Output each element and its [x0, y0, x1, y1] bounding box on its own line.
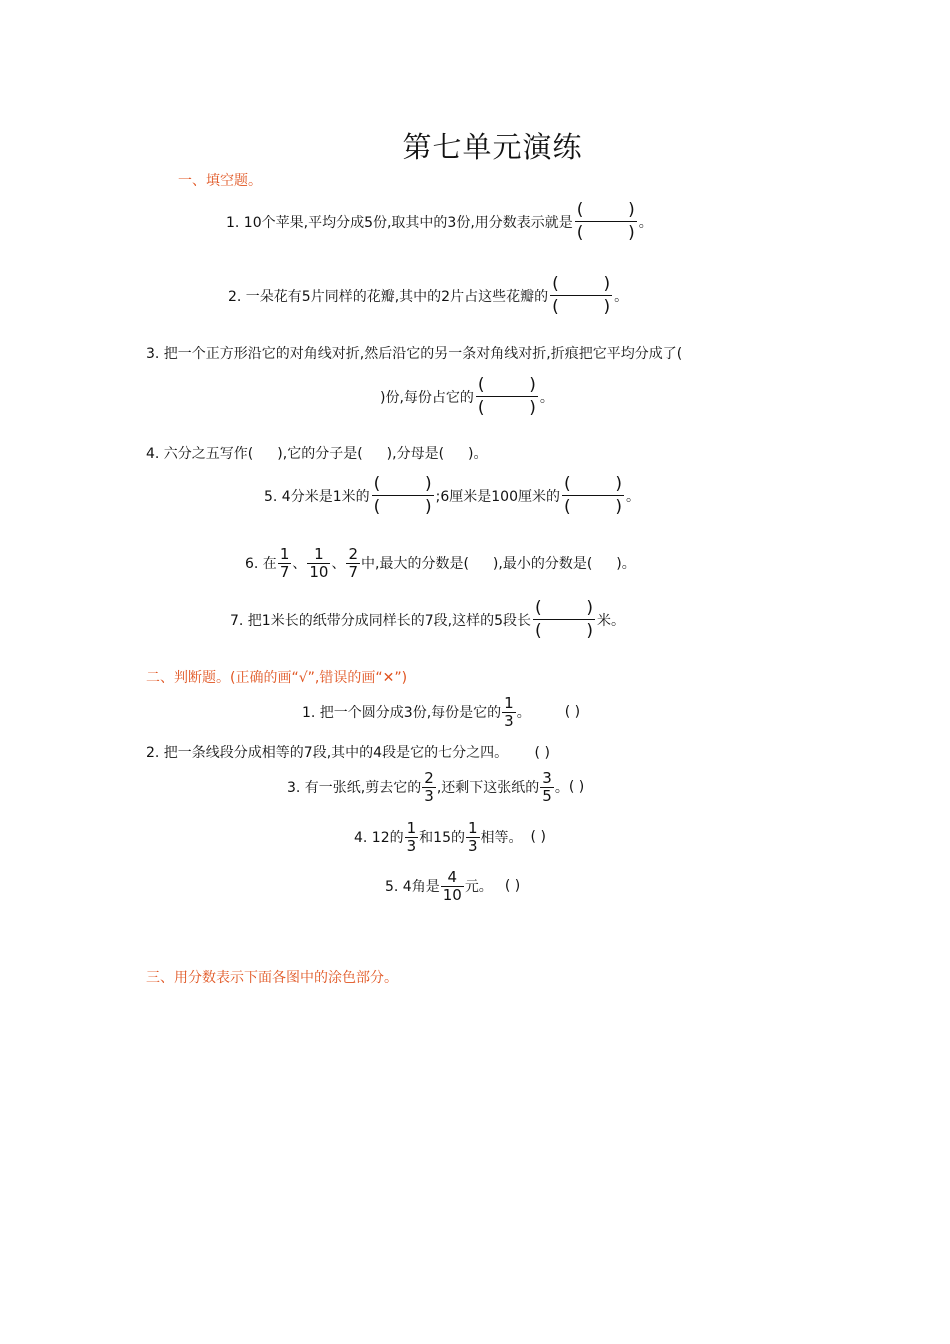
fraction: $\frac{1}{3}$	[504, 693, 514, 730]
question-end: 。	[638, 215, 653, 231]
fraction-blank[interactable]: ( ) ( )	[563, 474, 622, 517]
fraction: $\frac{1}{10}$	[309, 544, 329, 581]
question-1-3-line2	[380, 375, 554, 419]
question-1-3-line1: 3. 把一个正方形沿它的对角线对折,然后沿它的另一条对角线对折,折痕把它平均分成了(	[146, 346, 683, 362]
judge-paren[interactable]: ( )	[504, 878, 521, 894]
judge-paren[interactable]: ( )	[530, 829, 546, 845]
question-1-7: 7. 把1米长的纸带分成同样长的7段,这样的5段长 ( ) ( ) 米。	[230, 598, 625, 641]
fraction: $\frac{3}{5}$	[542, 768, 552, 805]
judge-paren[interactable]: ( )	[568, 779, 585, 795]
question-text: )份,每份占它的	[380, 390, 474, 406]
section-1-heading: 一、填空题。	[178, 173, 262, 189]
question-2-1: 1. 把一个圆分成3份,每份是它的 $\frac{1}{3}$ 。 ( )	[302, 693, 581, 730]
fraction: $\frac{2}{7}$	[348, 544, 358, 581]
question-2-4: 4. 12的 $\frac{1}{3}$ 和15的 $\frac{1}{3}$ 相等。 ( )	[354, 818, 546, 855]
question-1-6: 6. 在 $\frac{1}{7}$ 、 $\frac{1}{10}$ 、 $\frac{2}{7}$ 中,最大的分数是( ),最小的分数是( )。	[245, 544, 636, 581]
question-1-2	[228, 274, 628, 318]
question-2-5: 5. 4角是 $\frac{4}{10}$ 元。 ( )	[385, 867, 521, 904]
question-2-3: 3. 有一张纸,剪去它的 $\frac{2}{3}$ ,还剩下这张纸的 $\frac{3}{5}$ 。 ( )	[287, 768, 585, 805]
question-2-2: 2. 把一条线段分成相等的7段,其中的4段是它的七分之四。 ( )	[146, 745, 550, 761]
fraction-blank[interactable]: ( ) ( )	[477, 375, 536, 418]
fraction: $\frac{1}{3}$	[406, 818, 417, 855]
judge-paren[interactable]: ( )	[534, 745, 550, 761]
question-1-5: 5. 4分米是1米的 ( ) ( ) ;6厘米是100厘米的 ( ) ( ) 。	[264, 474, 640, 517]
section-2-heading: 二、判断题。(正确的画“√”,错误的画“✕”)	[146, 670, 408, 686]
fraction-blank[interactable]: ( ) ( )	[373, 474, 432, 517]
fraction: $\frac{4}{10}$	[442, 867, 462, 904]
fraction-blank[interactable]: ( ) ( )	[552, 274, 611, 317]
question-1-4: 4. 六分之五写作( ),它的分子是( ),分母是( )。	[146, 446, 488, 462]
question-1-1	[226, 200, 653, 244]
fraction: $\frac{1}{3}$	[468, 818, 478, 855]
question-text: 2. 一朵花有5片同样的花瓣,其中的2片占这些花瓣的	[228, 289, 549, 305]
question-end: 。	[614, 289, 629, 305]
question-text: 1. 10个苹果,平均分成5份,取其中的3份,用分数表示就是	[226, 215, 573, 231]
page-title: 第七单元演练	[402, 130, 583, 164]
section-3-heading: 三、用分数表示下面各图中的涂色部分。	[146, 970, 398, 986]
fraction-blank[interactable]: ( ) ( )	[576, 200, 635, 243]
fraction-blank[interactable]: ( ) ( )	[534, 598, 593, 641]
fraction: $\frac{2}{3}$	[424, 768, 434, 805]
fraction: $\frac{1}{7}$	[279, 544, 290, 581]
question-end: 。	[539, 390, 554, 406]
judge-paren[interactable]: ( )	[564, 704, 581, 720]
